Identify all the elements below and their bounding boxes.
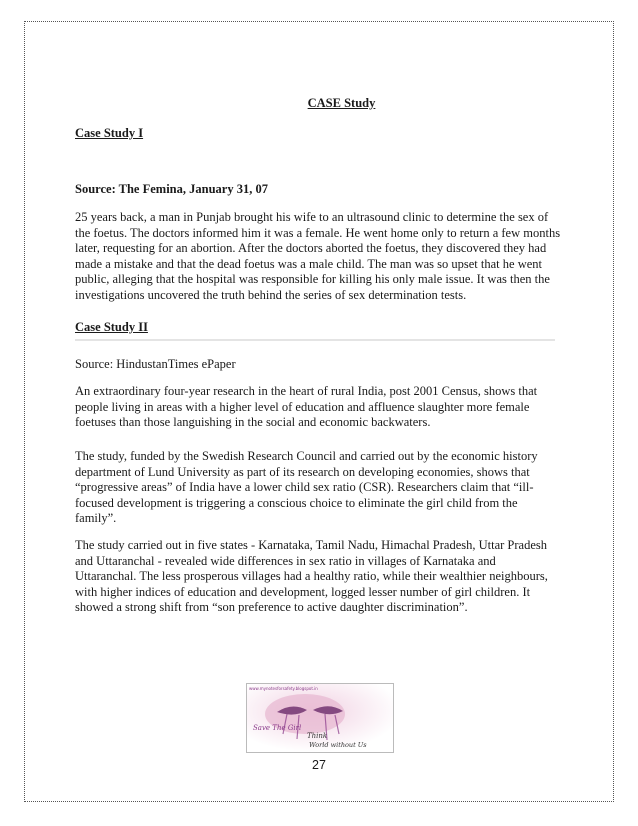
save-the-girl-illustration (247, 684, 393, 752)
case-study-2-source: Source: HindustanTimes ePaper (75, 357, 236, 371)
text-line: made a mistake and that the dead foetus was a male child. The man was so upset that he went (75, 256, 542, 271)
page-heading: CASE Study (307, 96, 376, 110)
page-number: 27 (312, 758, 326, 772)
image-caption-2: Think (307, 732, 328, 740)
image-caption-1: Save The Girl (253, 724, 302, 732)
text-line: people living in areas with a higher level of education and affluence slaughter more female (75, 399, 530, 414)
section-rule (75, 339, 555, 341)
image-caption-3: World without Us (309, 741, 367, 749)
case-study-1-source: Source: The Femina, January 31, 07 (75, 182, 268, 196)
case-study-2-paragraph-2 (75, 449, 565, 527)
text-line: public, alleging that the hospital was responsible for killing his only male issue. It was then the (75, 272, 550, 286)
case-study-2-paragraph-1 (75, 384, 565, 431)
text-line: showed a strong shift from “son preference to active daughter discrimination”. (75, 600, 468, 614)
text-line: An extraordinary four-year research in the heart of rural India, post 2001 Census, shows that (75, 384, 538, 398)
text-line: Uttaranchal. The less prosperous villages had a healthy ratio, while their wealthier neighbours, (75, 569, 548, 583)
text-line: 25 years back, a man in Punjab brought his wife to an ultrasound clinic to determine the sex of (75, 210, 549, 224)
text-line: “progressive areas” of India have a lower child sex ratio (CSR). Researchers claim that “ill- (75, 480, 534, 494)
text-line: The study, funded by the Swedish Research Council and carried out by the economic history (75, 449, 538, 463)
case-study-1-body (75, 210, 565, 303)
save-the-girl-image (246, 683, 394, 753)
case-study-2-paragraph-3 (75, 538, 565, 616)
text-line: department of Lund University as part of its research on developing economies, shows that (75, 464, 530, 479)
text-line: The study carried out in five states - Karnataka, Tamil Nadu, Himachal Pradesh, Uttar Pradesh (75, 538, 548, 552)
text-line: later, requesting for an abortion. After the doctors aborted the foetus, they discovered they had (75, 241, 547, 255)
case-study-1-title: Case Study I (75, 126, 144, 140)
text-line: foetuses than those languishing in the social and economic backwaters. (75, 415, 431, 429)
text-line: focused development is triggering a conscious choice to eliminate the girl child from the (75, 495, 518, 510)
text-line: the foetus. The doctors informed him it was a female. He went home only to return a few months (75, 225, 561, 240)
text-line: and Uttaranchal - revealed wide differences in sex ratio in villages of Karnataka and (75, 553, 496, 568)
text-line: with higher indices of education and development, logged lesser number of girl children. It (75, 584, 531, 599)
image-url-text: www.mynotesforsafety.blogspot.in (249, 686, 318, 691)
text-line: investigations uncovered the truth behind the series of sex determination tests. (75, 287, 467, 302)
text-line: family”. (75, 511, 117, 525)
case-study-2-title: Case Study II (75, 320, 148, 334)
